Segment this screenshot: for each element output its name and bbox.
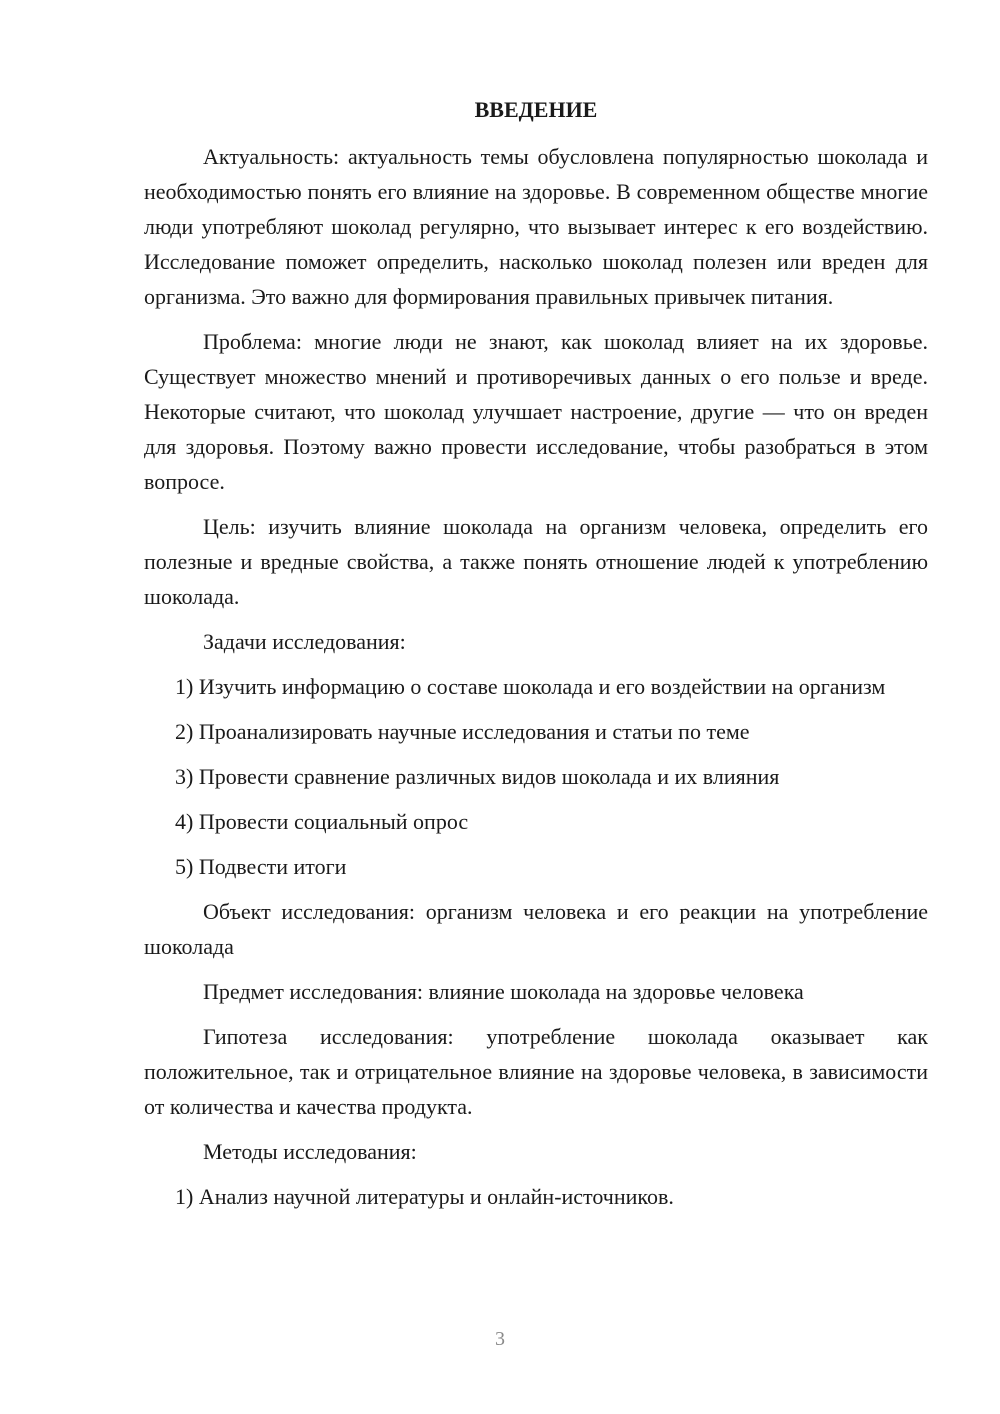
problem-paragraph: Проблема: многие люди не знают, как шоколад влияет на их здоровье. Существует множество мнений и противоречивых данных о его пользе и вреде. Некоторые считают, что шоколад улучшает настроение, другие — что он вреден для здоровья. Поэтому важно провести исследование, чтобы разобраться в этом вопросе. <box>144 329 928 494</box>
page-number: 3 <box>495 1328 505 1350</box>
task-item-1: 1) Изучить информацию о составе шоколада и его воздействии на организм <box>175 674 886 699</box>
hypothesis-paragraph: Гипотеза исследования: употребление шоколада оказывает как положительное, так и отрицательное влияние на здоровье человека, в зависимости от количества и качества продукта. <box>144 1024 928 1119</box>
object-paragraph: Объект исследования: организм человека и его реакции на употребление шоколада <box>144 899 928 959</box>
section-title: ВВЕДЕНИЕ <box>474 97 598 122</box>
task-item-3: 3) Провести сравнение различных видов шоколада и их влияния <box>175 764 780 789</box>
goal-paragraph: Цель: изучить влияние шоколада на организм человека, определить его полезные и вредные свойства, а также понять отношение людей к употреблению шоколада. <box>144 514 928 609</box>
document-page <box>144 92 928 1224</box>
method-item-1: 1) Анализ научной литературы и онлайн-источников. <box>175 1184 674 1209</box>
task-item-5: 5) Подвести итоги <box>175 854 347 879</box>
task-item-2: 2) Проанализировать научные исследования и статьи по теме <box>175 719 750 744</box>
relevance-paragraph: Актуальность: актуальность темы обусловлена популярностью шоколада и необходимостью понять его влияние на здоровье. В современном обществе многие люди употребляют шоколад регулярно, что вызывает интерес к его воздействию. Исследование поможет определить, насколько шоколад полезен или вреден для организма. Это важно для формирования правильных привычек питания. <box>144 144 928 309</box>
subject-paragraph: Предмет исследования: влияние шоколада на здоровье человека <box>203 979 804 1004</box>
methods-heading: Методы исследования: <box>203 1139 417 1164</box>
tasks-heading: Задачи исследования: <box>203 629 406 654</box>
task-item-4: 4) Провести социальный опрос <box>175 809 469 834</box>
